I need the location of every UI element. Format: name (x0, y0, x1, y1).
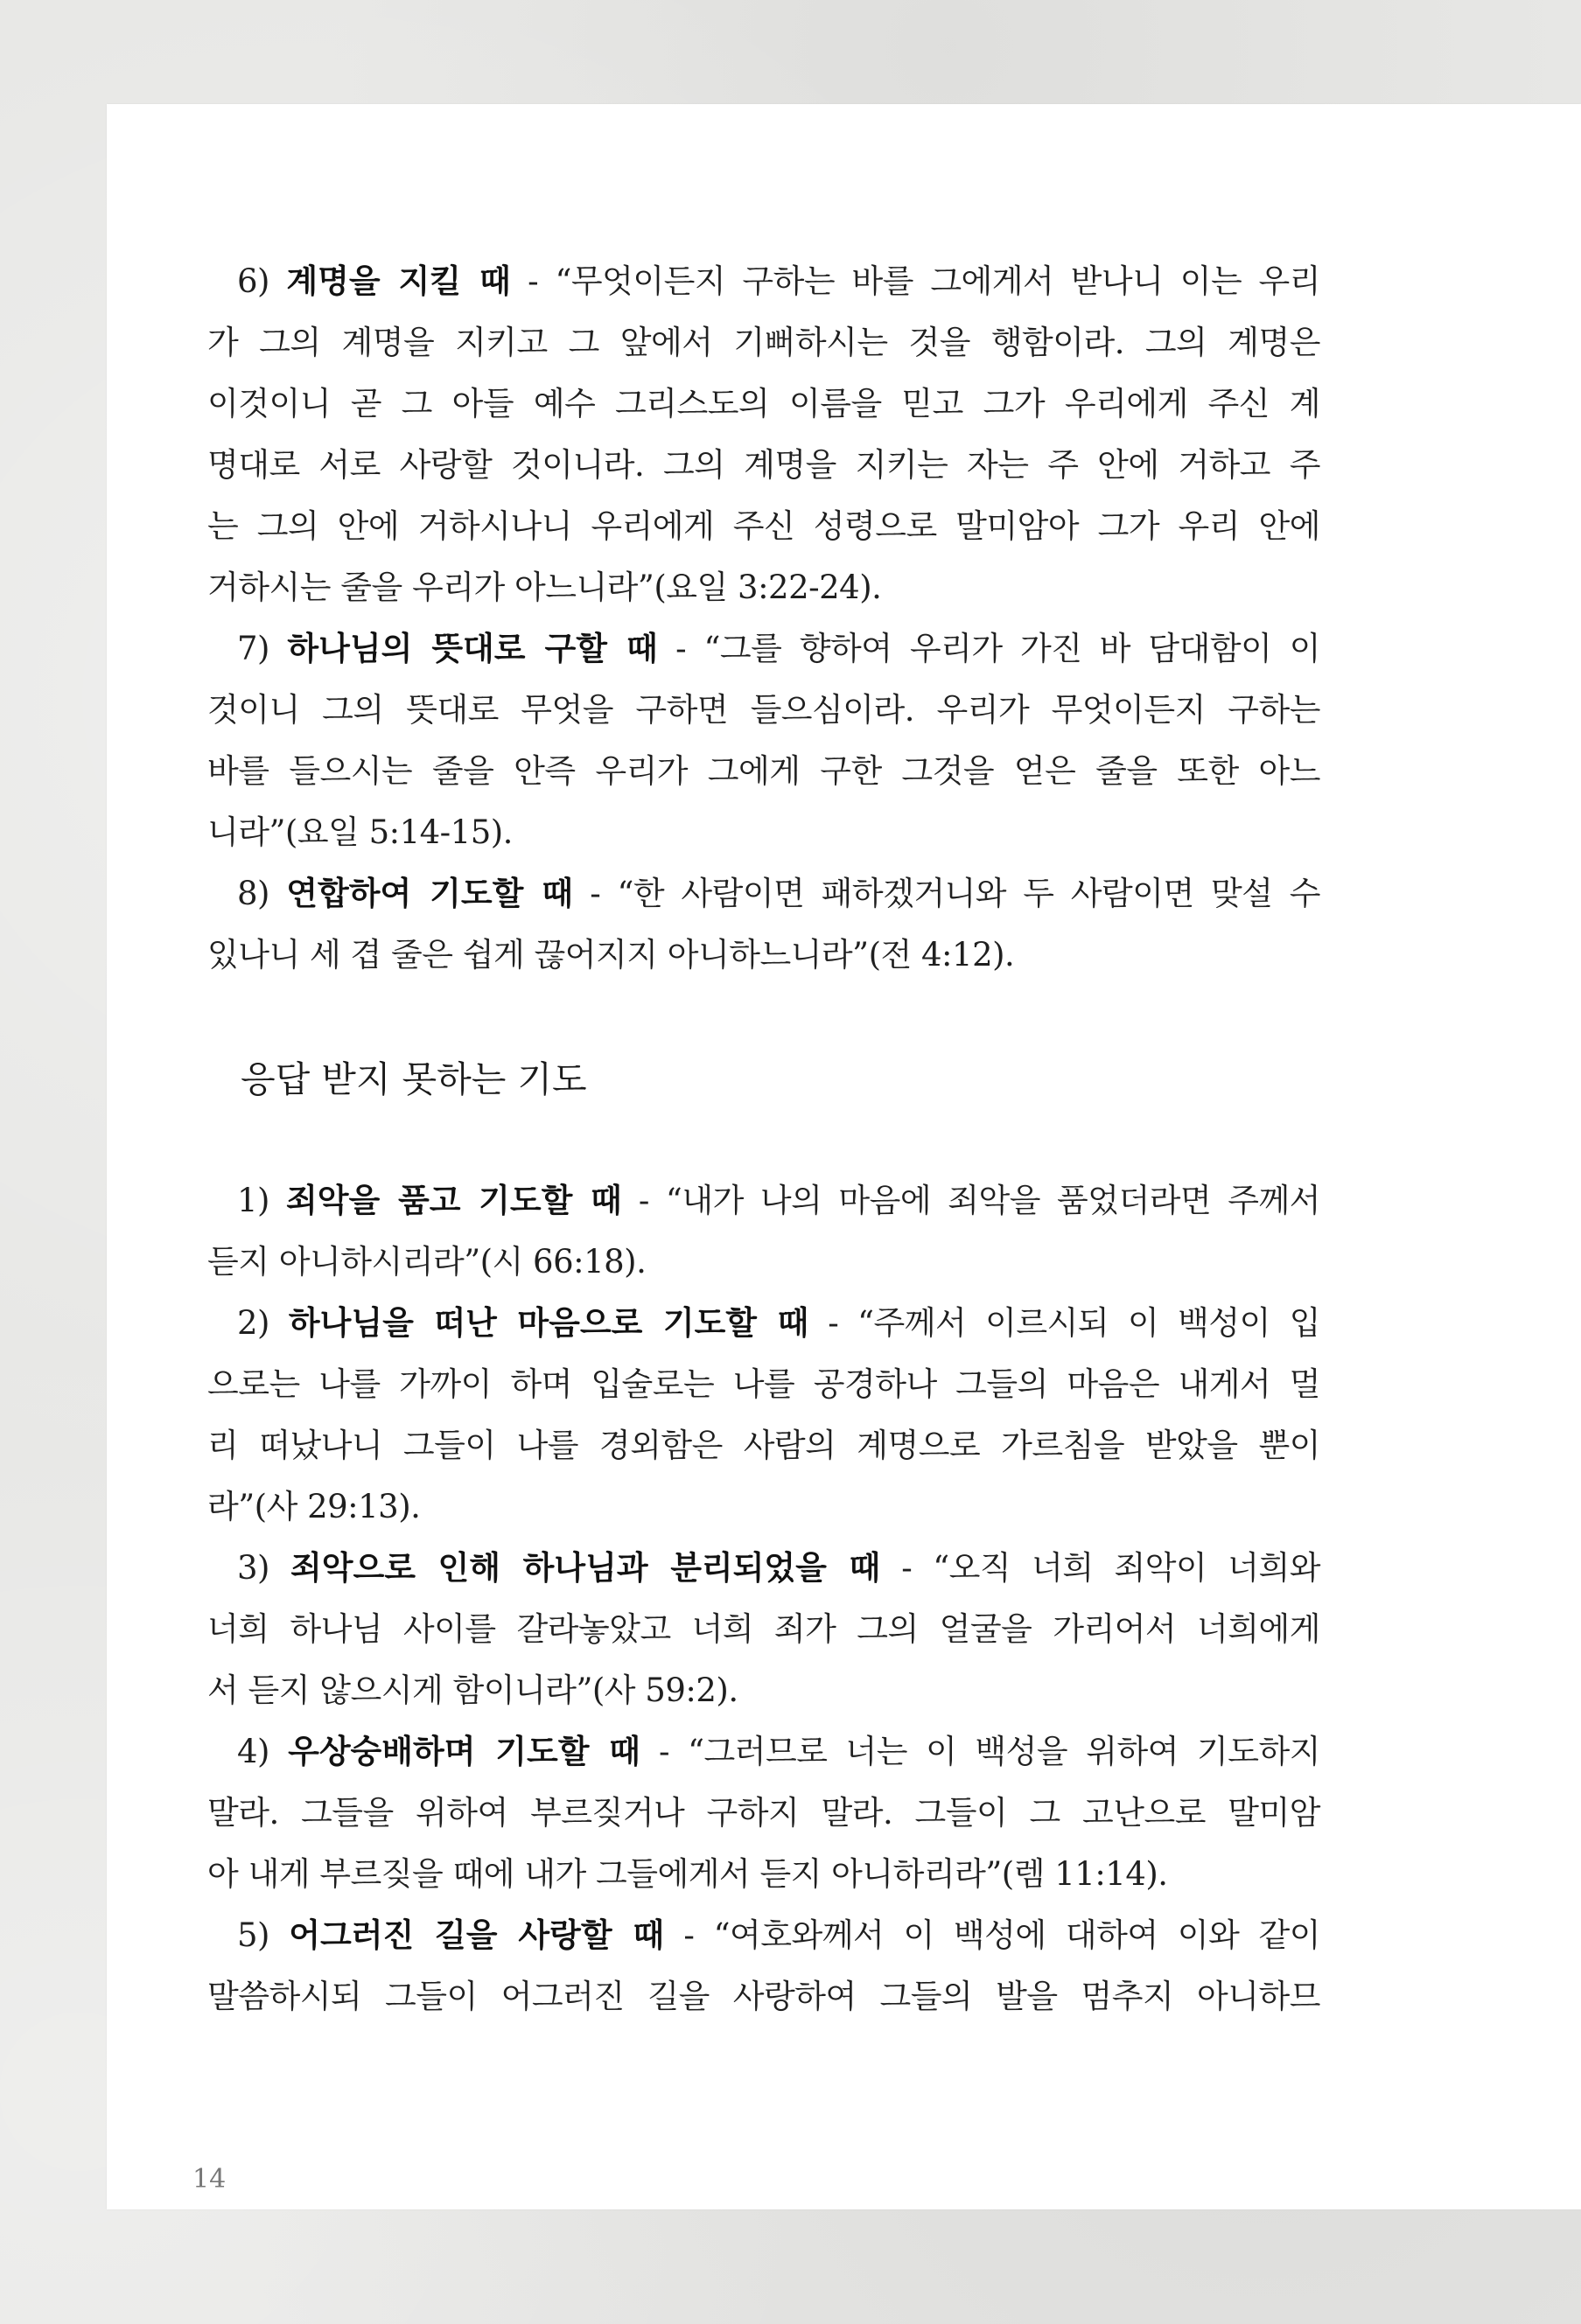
item-lead: - “무엇이든지 구하는 바를 그에게서 받나니 이는 우리 (528, 262, 1321, 300)
page-number: 14 (192, 2164, 227, 2195)
item-lead: - “그러므로 너는 이 백성을 위하여 기도하지 (659, 1733, 1321, 1770)
text-line: 라”(사 29:13). (207, 1488, 421, 1525)
text-line: 명대로 서로 사랑할 것이니라. 그의 계명을 지키는 자는 주 안에 거하고 주 (207, 446, 1320, 484)
item-lead: - “그를 향하여 우리가 가진 바 담대함이 이 (675, 630, 1320, 667)
item-title: 계명을 지킬 때 (286, 262, 511, 300)
item-title: 하나님의 뜻대로 구할 때 (287, 630, 658, 667)
item-lead: - “내가 나의 마음에 죄악을 품었더라면 주께서 (638, 1182, 1320, 1219)
text-line: 말씀하시되 그들이 어그러진 길을 사랑하여 그들의 발을 멈추지 아니하므 (207, 1978, 1320, 2015)
section-heading: 응답 받지 못하는 기도 (241, 1058, 587, 1100)
item-number: 4) (237, 1733, 269, 1770)
item-first-line (207, 1170, 1320, 1232)
item-number: 7) (237, 630, 269, 667)
item-number: 5) (237, 1916, 269, 1954)
item-number: 6) (237, 262, 269, 300)
item-title: 죄악으로 인해 하나님과 분리되었을 때 (290, 1549, 881, 1587)
section-unanswered-prayers (207, 1170, 1320, 2027)
text-line: 듣지 아니하시리라”(시 66:18). (207, 1243, 647, 1281)
item-lead: - “한 사람이면 패하겠거니와 두 사람이면 맞설 수 (590, 875, 1321, 912)
text-line: 는 그의 안에 거하시나니 우리에게 주신 성령으로 말미암아 그가 우리 안에 (207, 507, 1320, 545)
text-line: 가 그의 계명을 지키고 그 앞에서 기뻐하시는 것을 행함이라. 그의 계명은 (207, 324, 1320, 361)
text-line: 너희 하나님 사이를 갈라놓았고 너희 죄가 그의 얼굴을 가리어서 너희에게 (207, 1610, 1320, 1648)
item-lead: - “주께서 이르시되 이 백성이 입 (828, 1304, 1320, 1342)
text-line: 있나니 세 겹 줄은 쉽게 끊어지지 아니하느니라”(전 4:12). (207, 936, 1015, 974)
item-first-line (207, 1293, 1320, 1354)
item-title: 하나님을 떠난 마음으로 기도할 때 (288, 1304, 809, 1342)
item-number: 2) (237, 1304, 269, 1342)
item-title: 우상숭배하며 기도할 때 (288, 1733, 640, 1770)
item-number: 1) (237, 1182, 269, 1219)
item-first-line (207, 863, 1320, 925)
item-first-line (207, 618, 1320, 680)
text-line: 아 내게 부르짖을 때에 내가 그들에게서 듣지 아니하리라”(렘 11:14). (207, 1855, 1168, 1893)
item-first-line (207, 1905, 1320, 1966)
text-line: 바를 들으시는 줄을 안즉 우리가 그에게 구한 그것을 얻은 줄을 또한 아느 (207, 752, 1320, 790)
item-title: 죄악을 품고 기도할 때 (286, 1182, 622, 1219)
section-answered-conditions (207, 251, 1320, 986)
item-number: 3) (237, 1549, 269, 1587)
item-first-line (207, 1538, 1320, 1599)
item-lead: - “오직 너희 죄악이 너희와 (901, 1549, 1320, 1587)
item-first-line (207, 1721, 1320, 1783)
item-number: 8) (237, 875, 269, 912)
item-title: 연합하여 기도할 때 (286, 875, 573, 912)
text-line: 말라. 그들을 위하여 부르짖거나 구하지 말라. 그들이 그 고난으로 말미암 (207, 1794, 1320, 1832)
text-line: 으로는 나를 가까이 하며 입술로는 나를 공경하나 그들의 마음은 내게서 멀 (207, 1365, 1320, 1403)
text-line: 서 듣지 않으시게 함이니라”(사 59:2). (207, 1671, 738, 1709)
page-body (207, 251, 1320, 2027)
text-line: 이것이니 곧 그 아들 예수 그리스도의 이름을 믿고 그가 우리에게 주신 계 (207, 385, 1320, 422)
item-title: 어그러진 길을 사랑할 때 (289, 1916, 665, 1954)
item-lead: - “여호와께서 이 백성에 대하여 이와 같이 (683, 1916, 1321, 1954)
text-line: 거하시는 줄을 우리가 아느니라”(요일 3:22-24). (207, 569, 882, 606)
text-line: 니라”(요일 5:14-15). (207, 813, 513, 851)
item-first-line (207, 251, 1320, 312)
text-line: 것이니 그의 뜻대로 무엇을 구하면 들으심이라. 우리가 무엇이든지 구하는 (207, 691, 1320, 729)
text-line: 리 떠났나니 그들이 나를 경외함은 사람의 계명으로 가르침을 받았을 뿐이 (207, 1427, 1320, 1464)
